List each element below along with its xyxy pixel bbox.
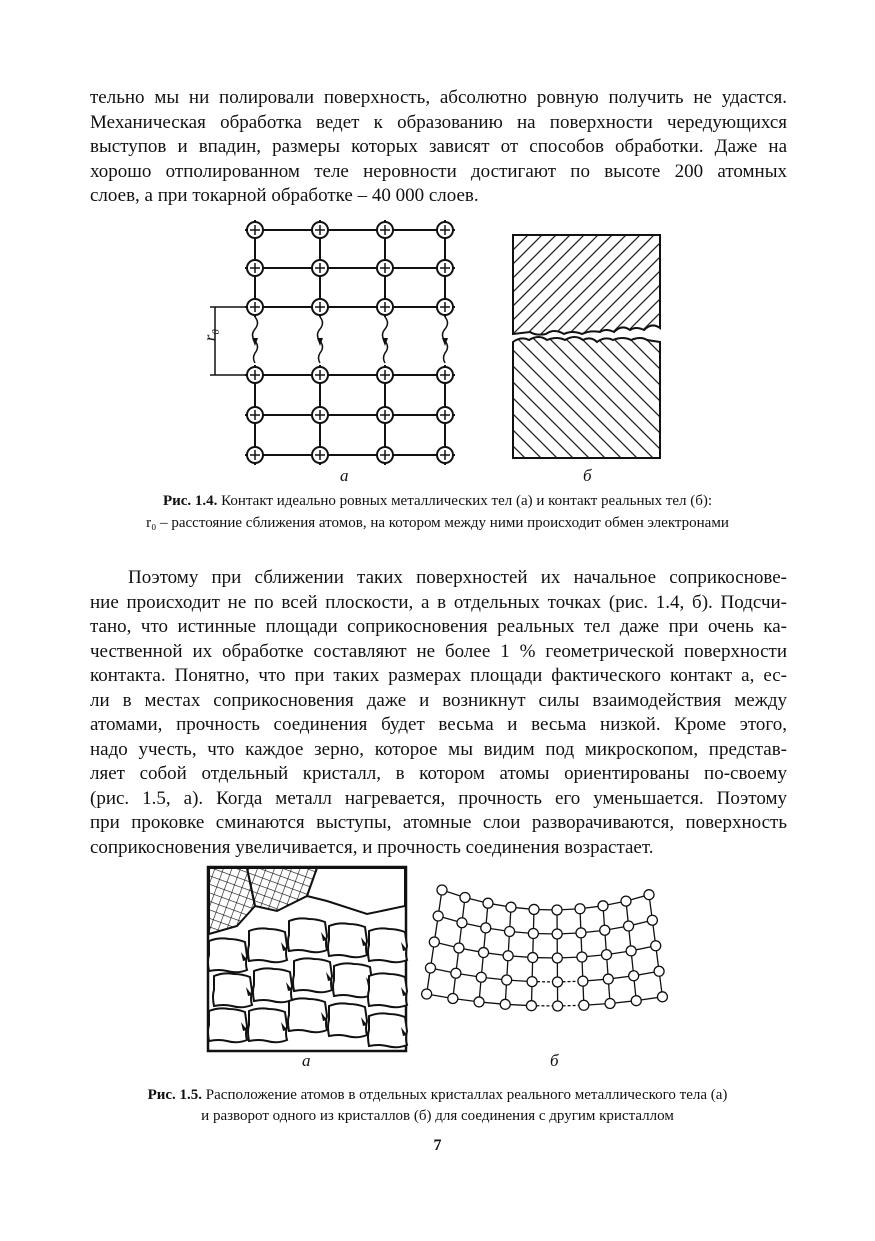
atom-icon — [631, 996, 641, 1006]
text-line: ли в местах соприкосновения даже и возникнут силы взаимодействия между — [90, 689, 787, 711]
figure-1-5b-rotated-lattice — [432, 898, 672, 1028]
atom-icon — [505, 926, 515, 936]
text-line: тано, что истинные площади соприкосновения реальных тел даже при очень ка- — [90, 616, 787, 637]
atom-icon — [481, 923, 491, 933]
atom-icon — [500, 999, 510, 1009]
atom-icon — [629, 971, 639, 981]
atom-icon — [600, 925, 610, 935]
atom-icon — [624, 921, 634, 931]
atom-icon — [552, 953, 562, 963]
atom-icon — [603, 974, 613, 984]
atom-icon — [527, 977, 537, 987]
atom-icon — [506, 902, 516, 912]
atom-icon — [526, 1001, 536, 1011]
text-line: тельно мы ни полировали поверхность, абсолютно ровную получить не удастся. — [90, 87, 787, 108]
atom-icon — [457, 918, 467, 928]
atom-icon — [460, 892, 470, 902]
r0-label: r₀ — [200, 328, 220, 342]
atom-icon — [602, 950, 612, 960]
atom-icon — [529, 904, 539, 914]
atom-icon — [621, 896, 631, 906]
figure-1-5-label-a: а — [302, 1051, 311, 1070]
atom-icon — [448, 993, 458, 1003]
text-line: атомами, прочность соединения будет весьма и весьма низкой. Кроме этого, — [90, 714, 787, 735]
atom-icon — [654, 966, 664, 976]
atom-icon — [626, 946, 636, 956]
atom-icon — [451, 968, 461, 978]
atom-icon — [528, 953, 538, 963]
atom-icon — [476, 972, 486, 982]
atom-icon — [425, 963, 435, 973]
atom-icon — [576, 928, 586, 938]
text-line: выступов и впадин, размеры которых зависят от способов обработки. Даже на — [90, 136, 787, 157]
page-number: 7 — [433, 1137, 442, 1154]
atom-icon — [528, 929, 538, 939]
text-line: чественной их обработке составляют не более 1 % геометрической поверхности — [90, 640, 787, 662]
text-line: надо учесть, что каждое зерно, которое мы видим под микроскопом, представ- — [90, 738, 787, 760]
atom-icon — [503, 951, 513, 961]
figure-1-4-label-b: б — [583, 466, 592, 485]
atom-icon — [502, 975, 512, 985]
text-line: ляет собой отдельный кристалл, в котором атомы ориентированы по-своему — [90, 763, 787, 784]
caption-label: Рис. 1.4. — [162, 493, 218, 509]
atom-icon — [553, 1001, 563, 1011]
atom-icon — [605, 998, 615, 1008]
caption-text: Контакт идеально ровных металлических тел (а) и контакт реальных тел (б): — [217, 493, 713, 509]
text-line: при проковке сминаются выступы, атомные слои разворачиваются, поверхность — [90, 812, 787, 833]
atom-icon — [644, 890, 654, 900]
text-line: контакта. Понятно, что при таких размерах площади фактического контакт а, ес- — [90, 665, 787, 686]
atom-icon — [647, 915, 657, 925]
text-line: (рис. 1.5, а). Когда металл нагревается, прочность его уменьшается. Поэтому — [90, 787, 787, 809]
text-line: хорошо отполированном теле неровности достигают по высоте 200 атомных — [90, 160, 787, 182]
atom-icon — [575, 904, 585, 914]
atom-icon — [479, 948, 489, 958]
figure-1-4a-atom-lattice — [200, 210, 470, 475]
atom-icon — [651, 941, 661, 951]
figure-1-5-caption-line1 — [0, 1085, 875, 1105]
atom-icon — [429, 937, 439, 947]
atom-icon — [474, 997, 484, 1007]
figure-1-4b-hatched-contact — [505, 230, 670, 465]
text-line: Поэтому при сближении таких поверхностей их начальное соприкоснове- — [128, 567, 787, 588]
caption-label: Рис. 1.5. — [147, 1087, 203, 1103]
atom-icon — [598, 901, 608, 911]
figure-1-4-label-a: а — [340, 466, 349, 485]
atom-icon — [552, 905, 562, 915]
atom-icon — [454, 943, 464, 953]
text-line: Механическая обработка ведет к образованию на поверхности чередующихся — [90, 111, 787, 133]
figure-1-4-caption-line1 — [0, 491, 875, 511]
atom-icon — [422, 989, 432, 999]
figure-1-4-caption-line2: r₀ – расстояние сближения атомов, на котором между ними происходит обмен электронами — [146, 515, 729, 531]
figure-1-5a-grains — [207, 866, 407, 1052]
atom-icon — [579, 1000, 589, 1010]
atom-icon — [657, 992, 667, 1002]
atom-icon — [577, 952, 587, 962]
atom-icon — [578, 976, 588, 986]
atom-icon — [483, 898, 493, 908]
figure-1-5-caption-line2: и разворот одного из кристаллов (б) для соединения с другим кристаллом — [201, 1108, 674, 1124]
atom-icon — [437, 885, 447, 895]
figure-1-5-label-b: б — [550, 1051, 559, 1070]
text-line: соприкосновения увеличивается, и прочность соединения возрастает. — [90, 836, 654, 858]
atom-icon — [552, 977, 562, 987]
text-line: ние происходит не по всей плоскости, а в отдельных точках (рис. 1.4, б). Подсчи- — [90, 591, 787, 613]
text-line: слоев, а при токарной обработке – 40 000 слоев. — [90, 185, 479, 206]
atom-icon — [433, 911, 443, 921]
atom-icon — [552, 929, 562, 939]
caption-text: Расположение атомов в отдельных кристаллах реального металлического тела (а) — [202, 1087, 728, 1103]
